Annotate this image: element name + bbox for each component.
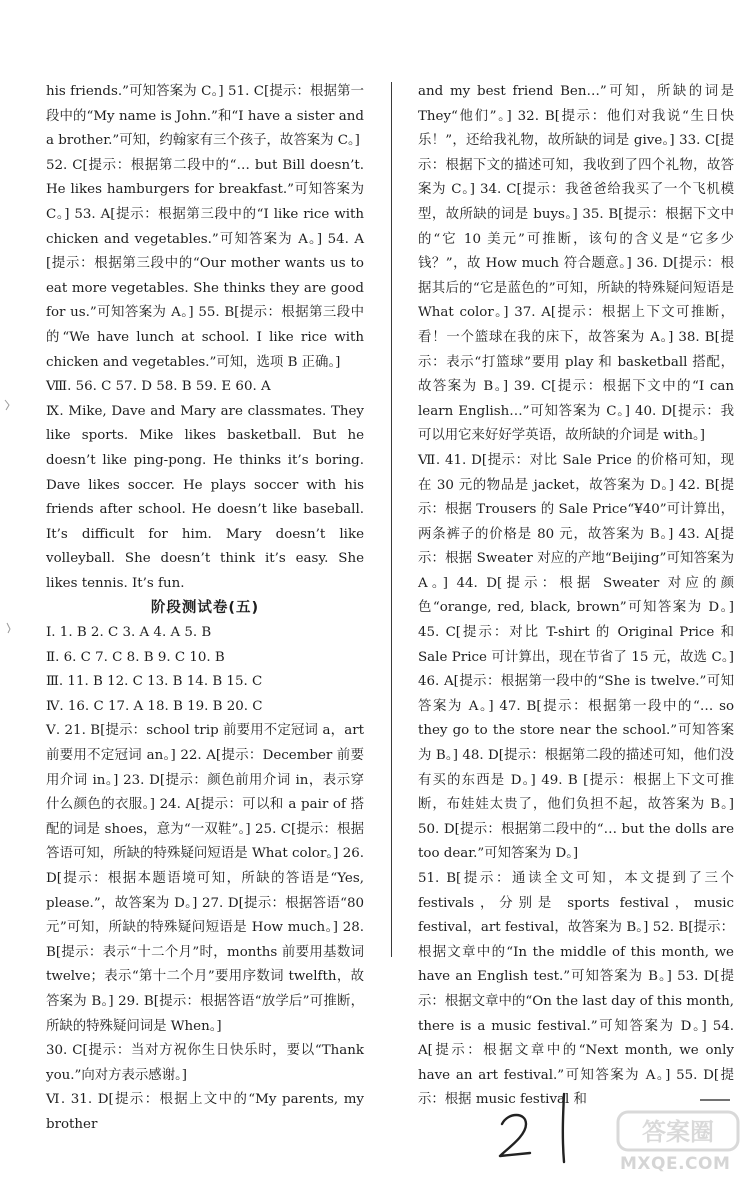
watermark-badge	[616, 1108, 740, 1154]
watermark-logo	[616, 1108, 746, 1180]
handwritten-page-number	[490, 1090, 600, 1165]
answer-row: Ⅱ. 6. C 7. C 8. B 9. C 10. B	[46, 649, 225, 665]
footer-dash	[700, 1098, 730, 1102]
answer-paragraph: Ⅸ. Mike, Dave and Mary are classmates. They like sports. Mike likes basketball. But he doesn’t like ping-pong. He thinks it’s boring. Dave likes soccer. He plays soccer with his friends after school. He doesn’t like baseball. It’s difficult for him. Mary doesn’t like volleyball. She doesn’t think it’s easy. She likes tennis. It’s fun.	[46, 403, 364, 591]
right-column	[418, 80, 734, 1113]
margin-scratch-mark	[2, 398, 16, 414]
answer-row: Ⅰ. 1. B 2. C 3. A 4. A 5. B	[46, 625, 212, 641]
answer-paragraph: 52. C[提示：根据第二段中的“… but Bill doesn’t. He likes hamburgers for breakfast.”可知答案为 C。] 53. A[提示：根据第三段中的“I like rice with chicken and vegetables.”可知答案为 A。] 54. A [提示：根据第三段中的“Our mother wants us to eat more vegetables. She thinks they are good for us.”可知答案为 A。] 55. B[提示：根据第三段中的“We have lunch at school. I like rice with chicken and vegetables.”可知，选项 B 正确。]	[46, 157, 364, 370]
section-title: 阶段测试卷(五)	[150, 600, 260, 617]
answer-paragraph: Ⅵ. 31. D[提示：根据上文中的“My parents, my brother	[46, 1092, 364, 1132]
left-column	[46, 80, 364, 1138]
watermark-url: MXQE.COM	[620, 1154, 731, 1174]
answer-paragraph: his friends.”可知答案为 C。] 51. C[提示：根据第一段中的“My name is John.”和“I have a sister and a brother.”可知，约翰家有三个孩子，故答案为 C。]	[46, 84, 364, 149]
column-divider	[391, 82, 392, 957]
answer-paragraph: 51. B[提示：通读全文可知，本文提到了三个 festivals，分别是 sports festival，music festival，art festival，故答案为 B。] 52. B[提示：根据文章中的“In the middle of this month, we have an English test.”可知答案为 B。] 53. D[提示：根据文章中的“On the last day of this month, there is a music festival.”可知答案为 D。] 54. A[提示：根据文章中的“Next month, we only have an art festival.”可知答案为 A。] 55. D[提示：根据 music festival 和	[418, 871, 734, 1108]
answer-paragraph: Ⅶ. 41. D[提示：对比 Sale Price 的价格可知，现在 30 元的物品是 jacket，故答案为 D。] 42. B[提示：根据 Trousers 的 Sale Price“¥40”可计算出，两条裤子的价格是 80 元，故答案为 B。] 43. A[提示：根据 Sweater 对应的产地“Beijing”可知答案为 A。] 44. D[提示：根据 Sweater 对应的颜色“orange, red, black, brown”可知答案为 D。] 45. C[提示：对比 T-shirt 的 Original Price 和 Sale Price 可计算出，现在节省了 15 元，故选 C。] 46. A[提示：根据第一段中的“She is twelve.”可知答案为 A。] 47. B[提示：根据第一段中的“… so they go to the store near the school.”可知答案为 B。] 48. D[提示：根据第二段的描述可知，他们没有买的东西是 D。] 49. B [提示：根据上下文可推断，布娃娃太贵了，他们负担不起，故答案为 B。] 50. D[提示：根据第二段中的“… but the dolls are too dear.”可知答案为 D。]	[418, 452, 734, 862]
answer-row: Ⅲ. 11. B 12. C 13. B 14. B 15. C	[46, 674, 263, 690]
answer-paragraph: 30. C[提示：当对方祝你生日快乐时，要以“Thank you.”向对方表示感谢。]	[46, 1043, 364, 1083]
answer-row: Ⅳ. 16. C 17. A 18. B 19. B 20. C	[46, 698, 263, 714]
svg-text:答案圈: 答案圈	[642, 1118, 714, 1146]
answer-paragraph: and my best friend Ben…”可知，所缺的词是 They“他们”。] 32. B[提示：他们对我说“生日快乐！”，还给我礼物，故所缺的词是 give。] 33. C[提示：根据下文的描述可知，我收到了四个礼物，故答案为 C。] 34. C[提示：我爸爸给我买了一个飞机模型，故所缺的词是 buys。] 35. B[提示：根据下文中的“它 10 美元”可推断，该句的含义是“它多少钱？”，故 How much 符合题意。] 36. D[提示：根据其后的“它是蓝色的”可知，所缺的特殊疑问短语是 What color。] 37. A[提示：根据上下文可推断，看！一个篮球在我的床下，故答案为 A。] 38. B[提示：表示“打篮球”要用 play 和 basketball 搭配，故答案为 B。] 39. C[提示：根据下文中的“I can learn English…”可知答案为 C。] 40. D[提示：我可以用它来好好学英语，故所缺的介词是 with。]	[418, 84, 734, 444]
margin-scratch-mark	[2, 620, 16, 636]
answer-paragraph: Ⅷ. 56. C 57. D 58. B 59. E 60. A	[46, 379, 271, 395]
answer-paragraph: Ⅴ. 21. B[提示：school trip 前要用不定冠词 a，art 前要用不定冠词 an。] 22. A[提示：December 前要用介词 in。] 23. D[提示：颜色前用介词 in，表示穿什么颜色的衣服。] 24. A[提示：可以和 a pair of 搭配的词是 shoes，意为“一双鞋”。] 25. C[提示：根据答语可知，所缺的特殊疑问短语是 What color。] 26. D[提示：根据本题语境可知，所缺的答语是“Yes, please.”，故答案为 D。] 27. D[提示：根据答语“80 元”可知，所缺的特殊疑问短语是 How much。] 28. B[提示：表示“十二个月”时，months 前要用基数词 twelve；表示“第十二个月”要用序数词 twelfth，故答案为 B。] 29. B[提示：根据答语“放学后”可推断，所缺的特殊疑问词是 When。]	[46, 723, 364, 1034]
